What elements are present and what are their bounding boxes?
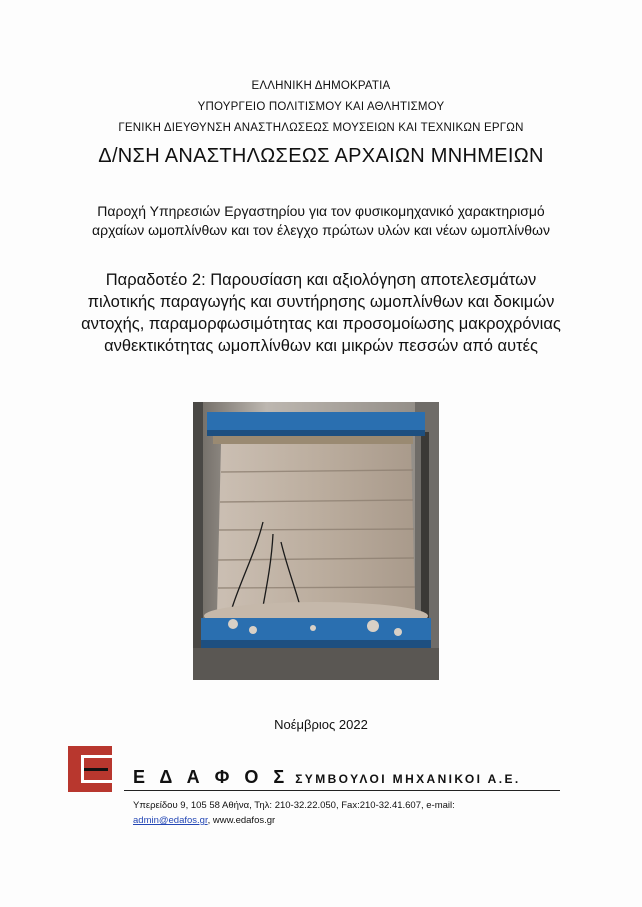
edafos-logo xyxy=(68,746,112,792)
company-divider xyxy=(124,790,560,791)
project-title-line-2: αρχαίων ωμοπλίνθων και τον έλεγχο πρώτων υλών και νέων ωμοπλίνθων xyxy=(92,222,550,238)
company-descriptor: ΣΥΜΒΟΥΛΟΙ ΜΗΧΑΝΙΚΟΙ Α.Ε. xyxy=(295,772,521,786)
logo-bar-top xyxy=(81,755,112,758)
logo-bar-middle xyxy=(84,768,108,771)
website-text: , www.edafos.gr xyxy=(207,815,276,826)
deliverable-line-4: ανθεκτικότητας ωμοπλίνθων και μικρών πεσσών από αυτές xyxy=(104,337,538,355)
email-link[interactable]: admin@edafos.gr xyxy=(133,815,208,826)
test-specimen-photo xyxy=(193,402,439,680)
company-name xyxy=(133,767,521,788)
header-general-directorate: ΓΕΝΙΚΗ ΔΙΕΥΘΥΝΣΗ ΑΝΑΣΤΗΛΩΣΕΩΣ ΜΟΥΣΕΙΩΝ ΚΑΙ ΤΕΧΝΙΚΩΝ ΕΡΓΩΝ xyxy=(118,122,524,134)
company-contacts xyxy=(133,815,275,826)
header-republic: ΕΛΛΗΝΙΚΗ ΔΗΜΟΚΡΑΤΙΑ xyxy=(251,80,391,92)
logo-bar-bottom xyxy=(81,780,112,783)
deliverable-line-1: Παραδοτέο 2: Παρουσίαση και αξιολόγηση αποτελεσμάτων xyxy=(105,271,537,289)
header-ministry: ΥΠΟΥΡΓΕΙΟ ΠΟΛΙΤΙΣΜΟΥ ΚΑΙ ΑΘΛΗΤΙΣΜΟΥ xyxy=(197,101,445,113)
header-directorate: Δ/ΝΣΗ ΑΝΑΣΤΗΛΩΣΕΩΣ ΑΡΧΑΙΩΝ ΜΝΗΜΕΙΩΝ xyxy=(98,145,544,167)
deliverable-line-2: πιλοτικής παραγωγής και συντήρησης ωμοπλίνθων και δοκιμών xyxy=(87,293,555,311)
company-name-letters: Ε Δ Α Φ Ο Σ xyxy=(133,767,290,787)
project-title-line-1: Παροχή Υπηρεσιών Εργαστηρίου για τον φυσικομηχανικό χαρακτηρισμό xyxy=(97,203,545,219)
deliverable-line-3: αντοχής, παραμορφωσιμότητας και προσομοίωσης μακροχρόνιας xyxy=(81,315,561,333)
report-date: Νοέμβριος 2022 xyxy=(274,717,368,732)
company-address: Υπερείδου 9, 105 58 Αθήνα, Τηλ: 210-32.22.050, Fax:210-32.41.607, e-mail: xyxy=(133,800,455,811)
